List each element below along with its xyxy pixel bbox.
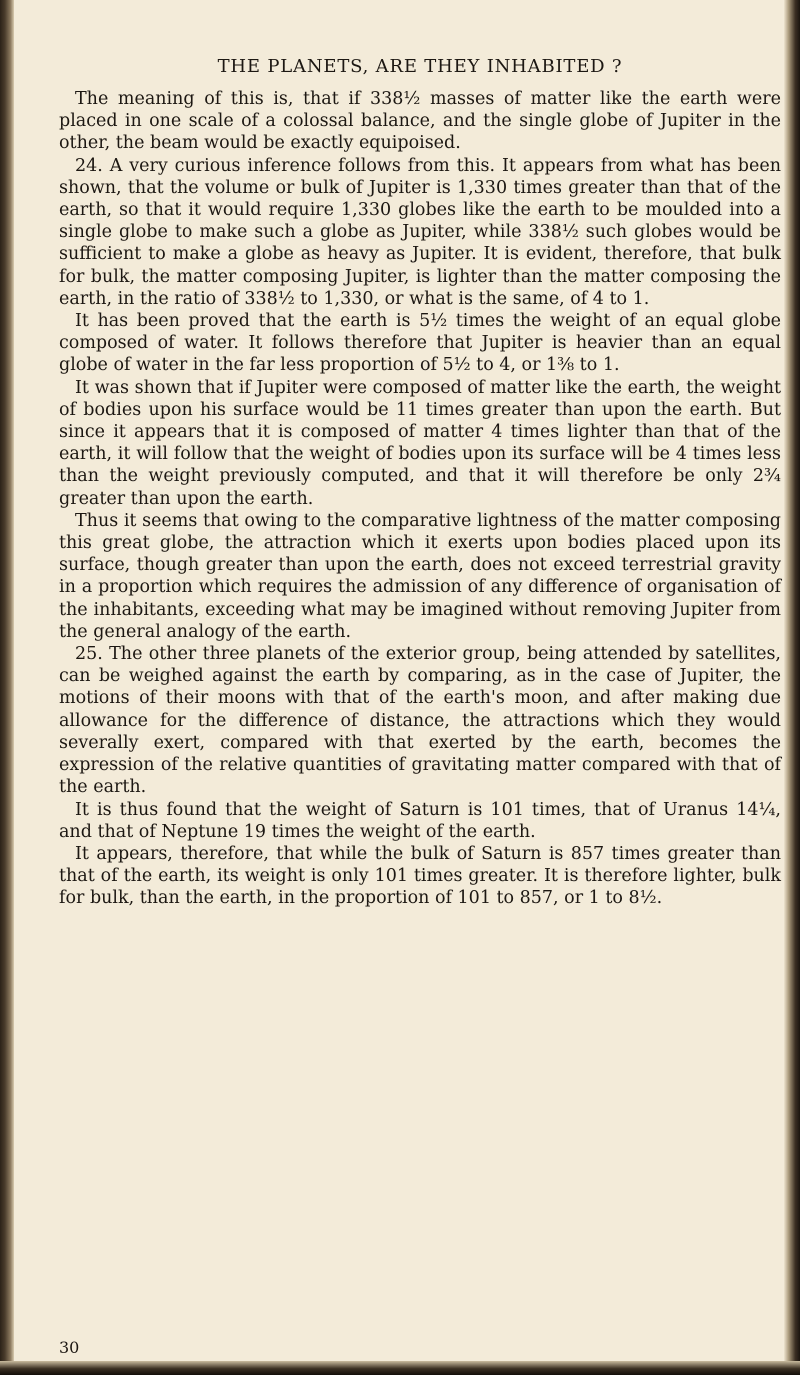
page-number: 30 [59, 1338, 80, 1357]
paragraph: It was shown that if Jupiter were composed of matter like the earth, the weight of bodies upon his surface would be 11 times greater than upon the earth. But since it appears that it is composed of matter 4 times lighter than that of the earth, it will follow that the weight of bodies upon its surface will be 4 times less than the weight previously computed, and that it will therefore be only 2¾ greater than upon the earth. [59, 377, 781, 509]
paragraph: 24. A very curious inference follows from this. It appears from what has been shown, that the volume or bulk of Jupiter is 1,330 times greater than that of the earth, so that it would require 1,330 globes like the earth to be moulded into a single globe to make such a globe as Jupiter, while 338½ such globes would be sufficient to make a globe as heavy as Jupiter. It is evident, therefore, that bulk for bulk, the matter composing Jupiter, is lighter than the matter composing the earth, in the ratio of 338½ to 1,330, or what is the same, of 4 to 1. [59, 155, 781, 309]
page-gutter-shadow [0, 0, 14, 1375]
body-text [59, 88, 781, 910]
paragraph: It has been proved that the earth is 5½ times the weight of an equal globe composed of water. It follows therefore that Jupiter is heavier than an equal globe of water in the far less proportion of 5½ to 4, or 1⅜ to 1. [59, 311, 781, 376]
running-head: THE PLANETS, ARE THEY INHABITED ? [217, 56, 623, 77]
paragraph: The meaning of this is, that if 338½ masses of matter like the earth were placed in one scale of a colossal balance, and the single globe of Jupiter in the other, the beam would be exactly equipoised. [59, 89, 781, 154]
paragraph: It is thus found that the weight of Saturn is 101 times, that of Uranus 14¼, and that of Neptune 19 times the weight of the earth. [59, 799, 781, 842]
paragraph: Thus it seems that owing to the comparative lightness of the matter composing this great globe, the attraction which it exerts upon bodies placed upon its surface, though greater than upon the earth, does not exceed terrestrial gravity in a proportion which requires the admission of any difference of organisation of the inhabitants, exceeding what may be imagined without removing Jupiter from the general analogy of the earth. [59, 510, 781, 642]
page-edge-shadow [784, 0, 800, 1375]
paragraph: It appears, therefore, that while the bulk of Saturn is 857 times greater than that of the earth, its weight is only 101 times greater. It is therefore lighter, bulk for bulk, than the earth, in the proportion of 101 to 857, or 1 to 8½. [59, 843, 781, 909]
paragraph: 25. The other three planets of the exterior group, being attended by satellites, can be weighed against the earth by comparing, as in the case of Jupiter, the motions of their moons with that of the earth's moon, and after making due allowance for the difference of distance, the attractions which they would severally exert, compared with that exerted by the earth, becomes the expression of the relative quantities of gravitating matter compared with that of the earth. [59, 644, 781, 798]
page-bottom-shadow [0, 1361, 800, 1375]
